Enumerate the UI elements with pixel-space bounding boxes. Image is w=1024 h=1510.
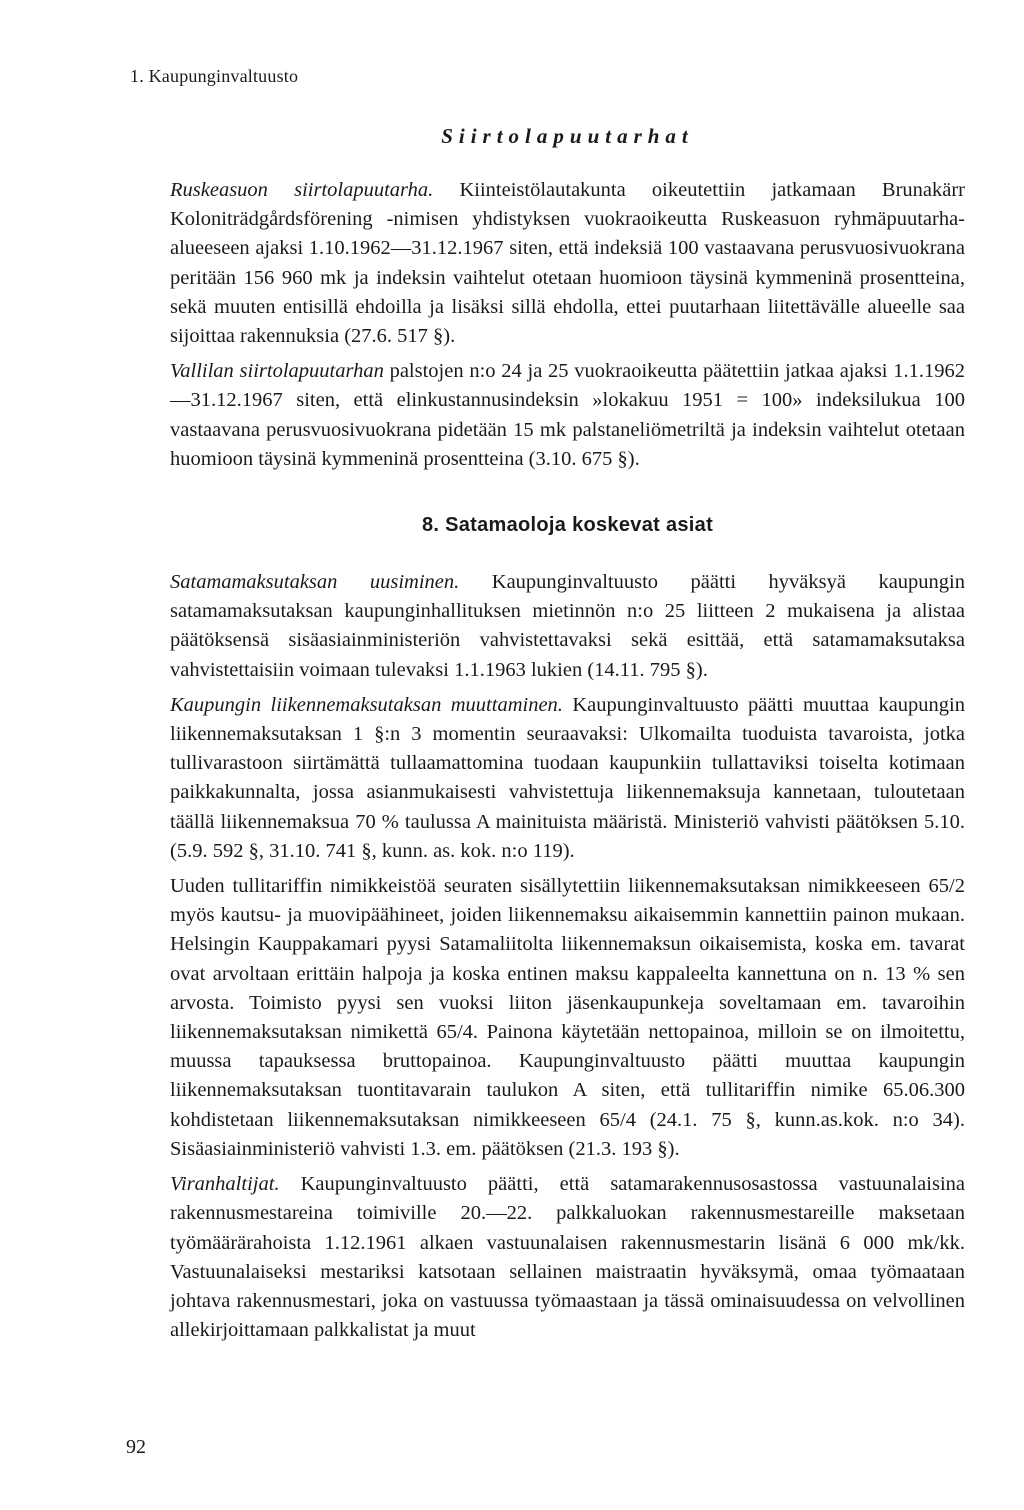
paragraph-lead: Satamamaksutaksan uusiminen. bbox=[170, 571, 460, 594]
paragraph-text: Uuden tullitariffin nimikkeistöä seuraten sisällytettiin liikennemaksutaksan nimikkeeseen 65/2 myös kautsu- ja muovipäähineet, joiden liikennemaksu aikaisemmin kannettiin painon mukaan. Helsingin Kauppakamari pyysi Satamaliitolta liikennemaksun oikaisemista, koska em. tavarat ovat arvoltaan erittäin halpoja ja koska entinen maksu kappaleelta kannettuna on n. 13 % sen arvosta. Toimisto pyysi sen vuoksi liiton jäsenkaupunkeja soveltamaan em. tavaroihin liikennemaksutaksan nimikettä 65/4. Painona käytetään nettopainoa, milloin se on ilmoitettu, muussa tapauksessa bruttopainoa. Kaupunginvaltuusto päätti muuttaa kaupungin liikennemaksutaksan tuontitavarain taulukon A siten, että tullitariffin nimike 65.06.300 kohdistetaan liikennemaksutaksan nimikkeeseen 65/4 (24.1. 75 §, kunn.as.kok. n:o 34). Sisäasiainministeriö vahvisti 1.3. em. päätöksen (21.3. 193 §). bbox=[170, 875, 965, 1160]
running-header: 1. Kaupunginvaltuusto bbox=[130, 66, 299, 86]
paragraph-viranhaltijat bbox=[170, 1170, 965, 1345]
paragraph-tullitariffi bbox=[170, 872, 965, 1164]
section-heading: 8. Satamaoloja koskevat asiat bbox=[421, 514, 714, 537]
paragraph-lead: Vallilan siirtolapuutarhan bbox=[170, 360, 384, 383]
paragraph-text: Kaupunginvaltuusto päätti muuttaa kaupungin liikennemaksutaksan 1 §:n 3 momentin seuraavaksi: Ulkomailta tuoduista tavaroista, jotka tullivarastoon siirtämättä tullaamattomina tuodaan kaupunkiin tullattaviksi toiselta kotimaan paikkakunnalta, jossa asianmukaisesti vahvistettuja liikennemaksuja kannetaan, tuloutetaan täällä liikennemaksua 70 % taulussa A mainituista määristä. Ministeriö vahvisti päätöksen 5.10. (5.9. 592 §, 31.10. 741 §, kunn. as. kok. n:o 119). bbox=[170, 693, 965, 862]
paragraph-text: palstojen n:o 24 ja 25 vuokraoikeutta päätettiin jatkaa ajaksi 1.1.1962—31.12.1967 siten, että elinkustannusindeksin »lokakuu 1951 = 100» indeksilukua 100 vastaavana perusvuosivuokrana pidetään 15 mk palstaneliömetriltä ja indeksin vaihtelut otetaan huomioon täysinä kymmeninä prosentteina (3.10. 675 §). bbox=[170, 360, 965, 470]
paragraph-text: Kaupunginvaltuusto päätti, että satamarakennusosastossa vastuunalaisina rakennusmestareina toimiville 20.—22. palkkaluokan rakennusmestareille maksetaan työmäärärahoista 1.12.1961 alkaen vastuunalaisen rakennusmestarin lisänä 6 000 mk/kk. Vastuunalaiseksi mestariksi katsotaan sellainen maistraatin hyväksymä, omaa työmaataan johtava rakennusmestari, joka on vastuussa työmaastaan ja tässä ominaisuudessa on velvollinen allekirjoittamaan palkkalistat ja muut bbox=[170, 1173, 965, 1342]
paragraph-lead: Kaupungin liikennemaksutaksan muuttaminen. bbox=[170, 693, 563, 716]
paragraph-lead: Viranhaltijat. bbox=[170, 1173, 280, 1196]
paragraph-liikennemaksutaksa bbox=[170, 691, 965, 866]
page-content bbox=[170, 122, 965, 1345]
paragraph-vallila bbox=[170, 357, 965, 474]
paragraph-text: Kiinteistölautakunta oikeutettiin jatkamaan Brunakärr Koloniträdgårdsförening -nimisen yhdistyksen vuokraoikeutta Ruskeasuon ryhmäpuutarha-alueeseen ajaksi 1.10.1962—31.12.1967 siten, että indeksiä 100 vastaavana perusvuosivuokrana peritään 156 960 mk ja indeksin vaihtelut otetaan huomioon täysinä kymmeninä prosentteina, sekä muuten entisillä ehdoilla ja lisäksi sillä ehdolla, ettei puutarhaan liitettävälle alueelle saa sijoittaa rakennuksia (27.6. 517 §). bbox=[170, 179, 966, 348]
subsection-title: Siirtolapuutarhat bbox=[441, 124, 694, 148]
paragraph-ruskeasuo bbox=[170, 176, 965, 351]
paragraph-lead: Ruskeasuon siirtolapuutarha. bbox=[170, 179, 434, 201]
paragraph-satamamaksutaksa bbox=[170, 568, 965, 685]
page-number: 92 bbox=[126, 1436, 146, 1458]
paragraph-text: Kaupunginvaltuusto päätti hyväksyä kaupungin satamamaksutaksan kaupunginhallituksen mietinnön n:o 25 liitteen 2 mukaisena ja alistaa päätöksensä sisäasiainministeriön vahvistettavaksi sekä esittää, että satamamaksutaksa vahvistettaisiin voimaan tulevaksi 1.1.1963 lukien (14.11. 795 §). bbox=[170, 571, 965, 681]
